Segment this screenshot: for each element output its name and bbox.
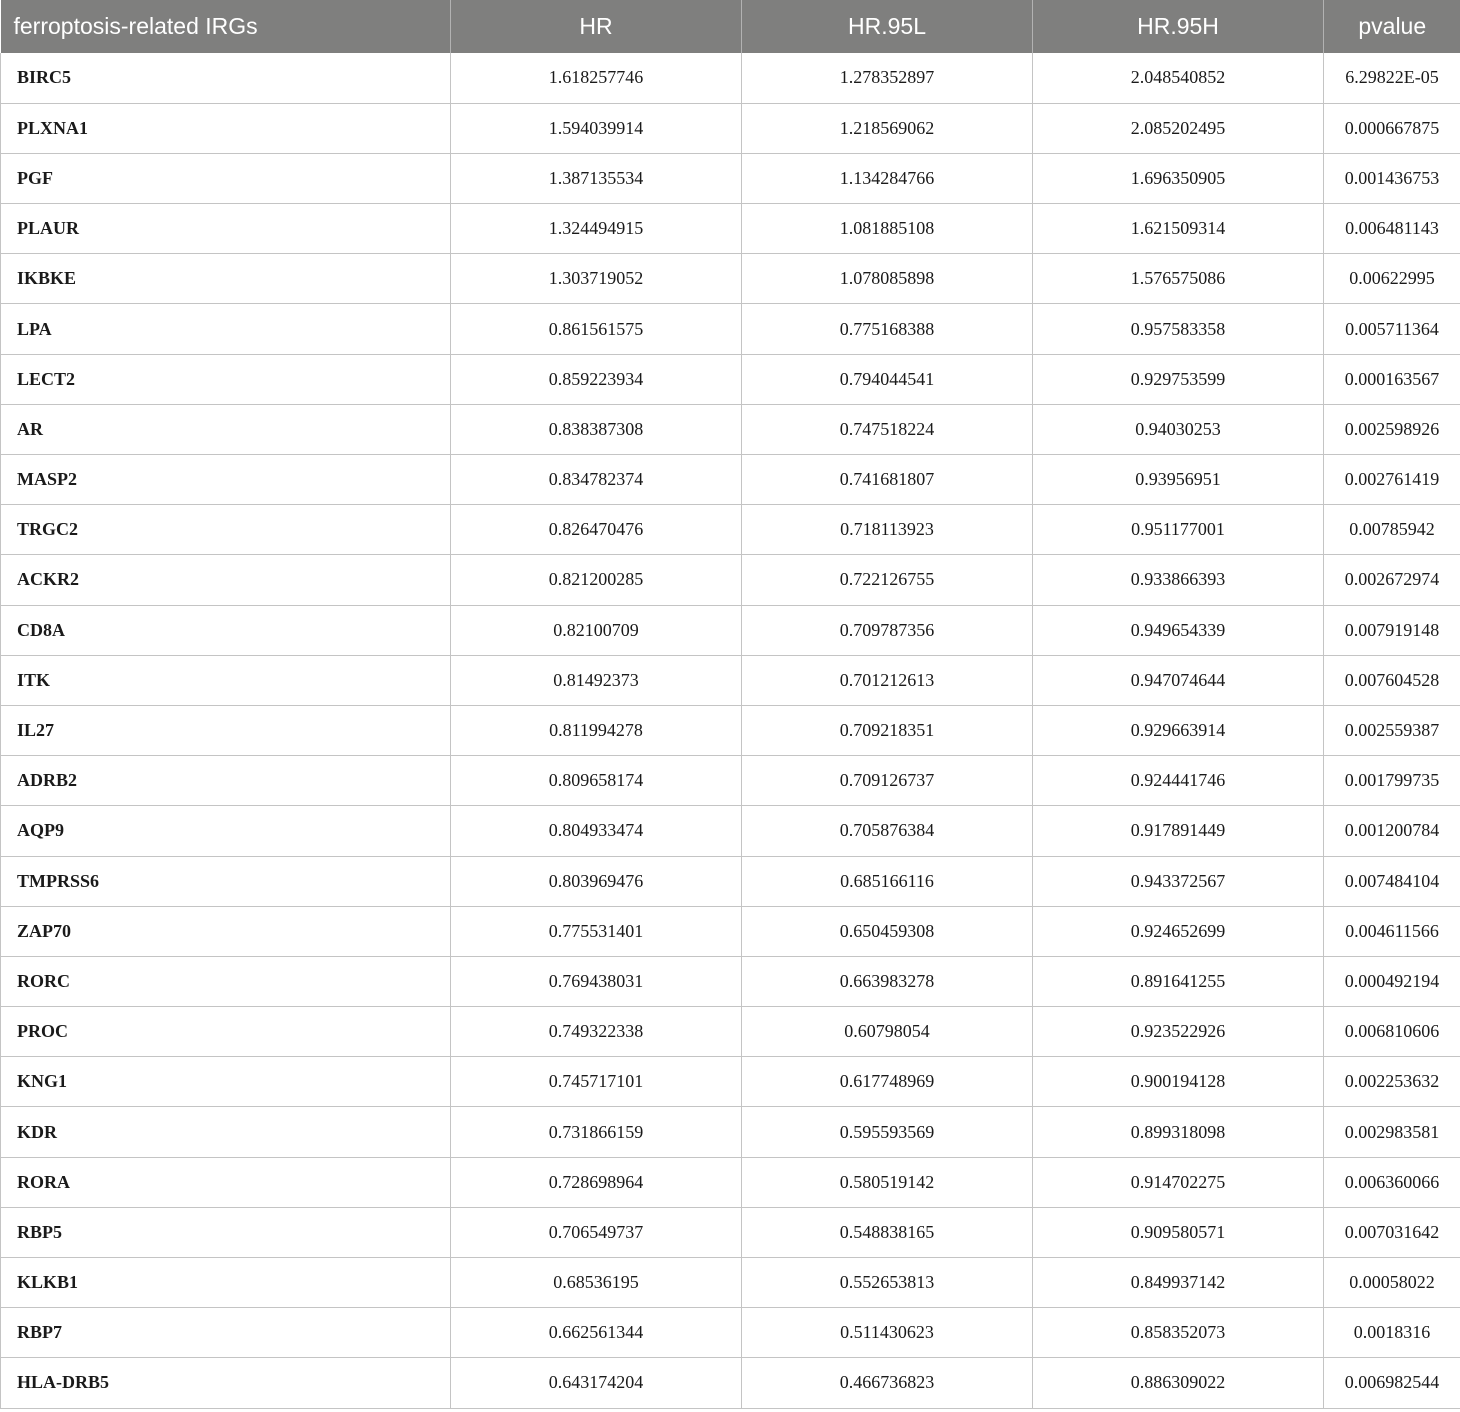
hr-95l-cell: 0.60798054 bbox=[742, 1007, 1033, 1057]
gene-cell: PLXNA1 bbox=[1, 103, 451, 153]
hr-cell: 0.82100709 bbox=[451, 605, 742, 655]
gene-cell: KLKB1 bbox=[1, 1258, 451, 1308]
hr-cell: 0.861561575 bbox=[451, 304, 742, 354]
pvalue-cell: 0.001200784 bbox=[1324, 806, 1460, 856]
header-gene: ferroptosis-related IRGs bbox=[1, 0, 451, 53]
hr-95h-cell: 0.849937142 bbox=[1033, 1258, 1324, 1308]
hr-95h-cell: 0.949654339 bbox=[1033, 605, 1324, 655]
hr-cell: 0.728698964 bbox=[451, 1157, 742, 1207]
gene-cell: PLAUR bbox=[1, 204, 451, 254]
gene-cell: KDR bbox=[1, 1107, 451, 1157]
pvalue-cell: 0.002598926 bbox=[1324, 404, 1460, 454]
hr-95l-cell: 0.747518224 bbox=[742, 404, 1033, 454]
pvalue-cell: 0.00058022 bbox=[1324, 1258, 1460, 1308]
pvalue-cell: 0.000492194 bbox=[1324, 956, 1460, 1006]
hr-95l-cell: 0.794044541 bbox=[742, 354, 1033, 404]
hr-95h-cell: 0.924652699 bbox=[1033, 906, 1324, 956]
hr-95l-cell: 0.709218351 bbox=[742, 705, 1033, 755]
pvalue-cell: 0.007604528 bbox=[1324, 655, 1460, 705]
pvalue-cell: 0.002559387 bbox=[1324, 705, 1460, 755]
hr-95h-cell: 0.917891449 bbox=[1033, 806, 1324, 856]
hr-cell: 0.838387308 bbox=[451, 404, 742, 454]
table-row bbox=[1, 756, 1460, 806]
hr-cell: 0.834782374 bbox=[451, 455, 742, 505]
hr-cell: 0.769438031 bbox=[451, 956, 742, 1006]
header-pvalue: pvalue bbox=[1324, 0, 1460, 53]
hr-95l-cell: 0.701212613 bbox=[742, 655, 1033, 705]
table-body bbox=[1, 53, 1460, 1408]
hr-95l-cell: 0.722126755 bbox=[742, 555, 1033, 605]
gene-cell: TRGC2 bbox=[1, 505, 451, 555]
pvalue-cell: 0.004611566 bbox=[1324, 906, 1460, 956]
table-row bbox=[1, 605, 1460, 655]
pvalue-cell: 0.00785942 bbox=[1324, 505, 1460, 555]
hr-cell: 0.745717101 bbox=[451, 1057, 742, 1107]
pvalue-cell: 0.006360066 bbox=[1324, 1157, 1460, 1207]
table-header bbox=[1, 0, 1460, 53]
pvalue-cell: 0.001799735 bbox=[1324, 756, 1460, 806]
pvalue-cell: 0.007919148 bbox=[1324, 605, 1460, 655]
hr-95l-cell: 0.595593569 bbox=[742, 1107, 1033, 1157]
hr-95h-cell: 0.929663914 bbox=[1033, 705, 1324, 755]
hr-95h-cell: 0.858352073 bbox=[1033, 1308, 1324, 1358]
hr-95l-cell: 0.741681807 bbox=[742, 455, 1033, 505]
table-row bbox=[1, 153, 1460, 203]
hr-cell: 0.804933474 bbox=[451, 806, 742, 856]
hr-95h-cell: 0.947074644 bbox=[1033, 655, 1324, 705]
table-row bbox=[1, 304, 1460, 354]
gene-cell: KNG1 bbox=[1, 1057, 451, 1107]
hr-95l-cell: 0.548838165 bbox=[742, 1207, 1033, 1257]
header-hr-95h: HR.95H bbox=[1033, 0, 1324, 53]
hr-cell: 0.749322338 bbox=[451, 1007, 742, 1057]
pvalue-cell: 0.00622995 bbox=[1324, 254, 1460, 304]
gene-cell: RBP7 bbox=[1, 1308, 451, 1358]
hr-95h-cell: 0.943372567 bbox=[1033, 856, 1324, 906]
hr-95l-cell: 1.218569062 bbox=[742, 103, 1033, 153]
gene-cell: RORC bbox=[1, 956, 451, 1006]
gene-cell: PROC bbox=[1, 1007, 451, 1057]
hr-95l-cell: 0.552653813 bbox=[742, 1258, 1033, 1308]
table-row bbox=[1, 1258, 1460, 1308]
hr-95l-cell: 1.081885108 bbox=[742, 204, 1033, 254]
hr-cell: 1.324494915 bbox=[451, 204, 742, 254]
gene-cell: AQP9 bbox=[1, 806, 451, 856]
table-row bbox=[1, 455, 1460, 505]
header-hr-95l: HR.95L bbox=[742, 0, 1033, 53]
gene-cell: IL27 bbox=[1, 705, 451, 755]
hr-95h-cell: 1.696350905 bbox=[1033, 153, 1324, 203]
table-row bbox=[1, 1358, 1460, 1408]
hr-95l-cell: 0.663983278 bbox=[742, 956, 1033, 1006]
gene-cell: RORA bbox=[1, 1157, 451, 1207]
hr-95h-cell: 0.94030253 bbox=[1033, 404, 1324, 454]
pvalue-cell: 0.002983581 bbox=[1324, 1107, 1460, 1157]
table-row bbox=[1, 806, 1460, 856]
table-row bbox=[1, 1207, 1460, 1257]
gene-cell: ACKR2 bbox=[1, 555, 451, 605]
table-row bbox=[1, 856, 1460, 906]
hr-95h-cell: 2.085202495 bbox=[1033, 103, 1324, 153]
header-row bbox=[1, 0, 1460, 53]
pvalue-cell: 0.002672974 bbox=[1324, 555, 1460, 605]
hr-95l-cell: 0.466736823 bbox=[742, 1358, 1033, 1408]
hr-95l-cell: 0.709787356 bbox=[742, 605, 1033, 655]
gene-cell: ZAP70 bbox=[1, 906, 451, 956]
hr-cell: 0.81492373 bbox=[451, 655, 742, 705]
pvalue-cell: 0.002761419 bbox=[1324, 455, 1460, 505]
hr-cell: 1.387135534 bbox=[451, 153, 742, 203]
hr-cell: 0.826470476 bbox=[451, 505, 742, 555]
hr-95l-cell: 0.718113923 bbox=[742, 505, 1033, 555]
hr-cell: 0.809658174 bbox=[451, 756, 742, 806]
gene-cell: ITK bbox=[1, 655, 451, 705]
hr-95l-cell: 1.278352897 bbox=[742, 53, 1033, 103]
hr-95h-cell: 1.621509314 bbox=[1033, 204, 1324, 254]
hr-cell: 1.303719052 bbox=[451, 254, 742, 304]
hr-95h-cell: 0.891641255 bbox=[1033, 956, 1324, 1006]
gene-cell: IKBKE bbox=[1, 254, 451, 304]
table-row bbox=[1, 404, 1460, 454]
gene-cell: LECT2 bbox=[1, 354, 451, 404]
hr-95h-cell: 0.886309022 bbox=[1033, 1358, 1324, 1408]
table-row bbox=[1, 655, 1460, 705]
gene-cell: MASP2 bbox=[1, 455, 451, 505]
hr-cell: 0.731866159 bbox=[451, 1107, 742, 1157]
gene-cell: TMPRSS6 bbox=[1, 856, 451, 906]
hr-95h-cell: 0.957583358 bbox=[1033, 304, 1324, 354]
gene-cell: LPA bbox=[1, 304, 451, 354]
hr-95h-cell: 0.951177001 bbox=[1033, 505, 1324, 555]
pvalue-cell: 0.002253632 bbox=[1324, 1057, 1460, 1107]
hr-95h-cell: 0.914702275 bbox=[1033, 1157, 1324, 1207]
gene-cell: HLA-DRB5 bbox=[1, 1358, 451, 1408]
hr-cell: 0.662561344 bbox=[451, 1308, 742, 1358]
table-row bbox=[1, 1157, 1460, 1207]
table-row bbox=[1, 354, 1460, 404]
pvalue-cell: 0.007031642 bbox=[1324, 1207, 1460, 1257]
hr-95l-cell: 0.685166116 bbox=[742, 856, 1033, 906]
hr-95l-cell: 0.617748969 bbox=[742, 1057, 1033, 1107]
gene-cell: PGF bbox=[1, 153, 451, 203]
table-row bbox=[1, 1107, 1460, 1157]
pvalue-cell: 0.0018316 bbox=[1324, 1308, 1460, 1358]
hr-95h-cell: 0.909580571 bbox=[1033, 1207, 1324, 1257]
pvalue-cell: 0.006810606 bbox=[1324, 1007, 1460, 1057]
pvalue-cell: 0.000163567 bbox=[1324, 354, 1460, 404]
hr-95h-cell: 0.929753599 bbox=[1033, 354, 1324, 404]
pvalue-cell: 0.001436753 bbox=[1324, 153, 1460, 203]
table-row bbox=[1, 956, 1460, 1006]
gene-cell: RBP5 bbox=[1, 1207, 451, 1257]
hr-95h-cell: 0.923522926 bbox=[1033, 1007, 1324, 1057]
hr-cell: 0.775531401 bbox=[451, 906, 742, 956]
hr-cell: 1.618257746 bbox=[451, 53, 742, 103]
hr-95l-cell: 0.511430623 bbox=[742, 1308, 1033, 1358]
hr-cell: 0.68536195 bbox=[451, 1258, 742, 1308]
table-row bbox=[1, 53, 1460, 103]
pvalue-cell: 0.000667875 bbox=[1324, 103, 1460, 153]
hr-cell: 0.803969476 bbox=[451, 856, 742, 906]
header-hr: HR bbox=[451, 0, 742, 53]
gene-cell: AR bbox=[1, 404, 451, 454]
gene-cell: BIRC5 bbox=[1, 53, 451, 103]
pvalue-cell: 6.29822E-05 bbox=[1324, 53, 1460, 103]
table-row bbox=[1, 204, 1460, 254]
hr-95h-cell: 0.899318098 bbox=[1033, 1107, 1324, 1157]
hr-95h-cell: 0.93956951 bbox=[1033, 455, 1324, 505]
table-row bbox=[1, 254, 1460, 304]
table-row bbox=[1, 906, 1460, 956]
hr-cell: 0.811994278 bbox=[451, 705, 742, 755]
hr-cell: 0.821200285 bbox=[451, 555, 742, 605]
gene-cell: CD8A bbox=[1, 605, 451, 655]
hr-95h-cell: 0.933866393 bbox=[1033, 555, 1324, 605]
hr-cell: 0.706549737 bbox=[451, 1207, 742, 1257]
hr-cell: 1.594039914 bbox=[451, 103, 742, 153]
hr-95l-cell: 0.580519142 bbox=[742, 1157, 1033, 1207]
table-row bbox=[1, 1308, 1460, 1358]
hr-cell: 0.859223934 bbox=[451, 354, 742, 404]
table-row bbox=[1, 505, 1460, 555]
hr-95h-cell: 0.900194128 bbox=[1033, 1057, 1324, 1107]
hr-95l-cell: 0.709126737 bbox=[742, 756, 1033, 806]
gene-cell: ADRB2 bbox=[1, 756, 451, 806]
pvalue-cell: 0.005711364 bbox=[1324, 304, 1460, 354]
hr-95l-cell: 1.078085898 bbox=[742, 254, 1033, 304]
hr-95h-cell: 2.048540852 bbox=[1033, 53, 1324, 103]
table-row bbox=[1, 103, 1460, 153]
table-row bbox=[1, 1057, 1460, 1107]
hr-95h-cell: 0.924441746 bbox=[1033, 756, 1324, 806]
pvalue-cell: 0.006982544 bbox=[1324, 1358, 1460, 1408]
table-row bbox=[1, 555, 1460, 605]
hr-cell: 0.643174204 bbox=[451, 1358, 742, 1408]
hr-95l-cell: 1.134284766 bbox=[742, 153, 1033, 203]
pvalue-cell: 0.006481143 bbox=[1324, 204, 1460, 254]
table-row bbox=[1, 1007, 1460, 1057]
hr-95l-cell: 0.775168388 bbox=[742, 304, 1033, 354]
pvalue-cell: 0.007484104 bbox=[1324, 856, 1460, 906]
hr-95l-cell: 0.650459308 bbox=[742, 906, 1033, 956]
hr-95l-cell: 0.705876384 bbox=[742, 806, 1033, 856]
hr-95h-cell: 1.576575086 bbox=[1033, 254, 1324, 304]
table-row bbox=[1, 705, 1460, 755]
